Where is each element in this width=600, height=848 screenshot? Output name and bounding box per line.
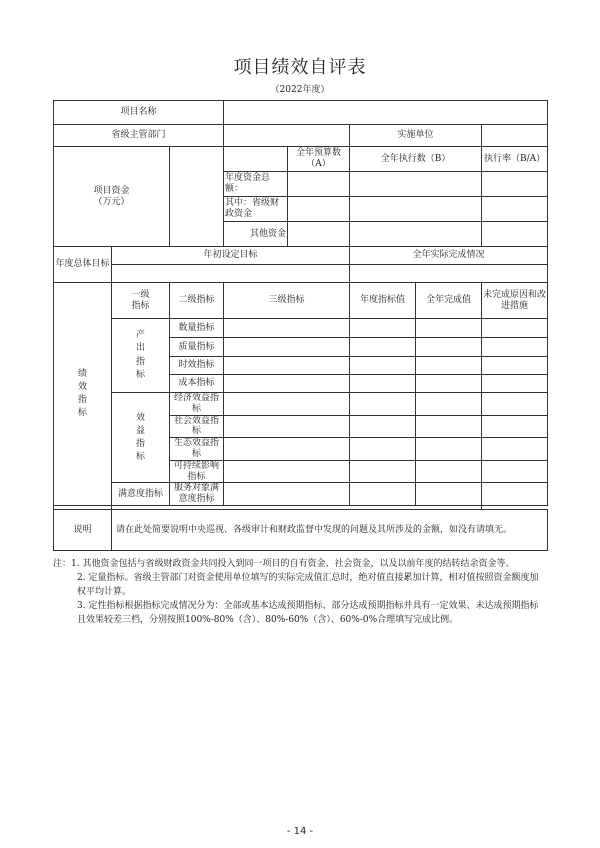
cost-reason[interactable]	[482, 375, 548, 393]
goal-actual-header: 全年实际完成情况	[350, 247, 548, 265]
qty-label: 数量指标	[170, 319, 224, 338]
eco-done[interactable]	[416, 438, 482, 461]
impl-unit-value[interactable]	[482, 125, 548, 147]
social-done[interactable]	[416, 415, 482, 438]
fund-other-rate[interactable]	[482, 222, 548, 247]
dept-value[interactable]	[224, 125, 350, 147]
time-annual[interactable]	[350, 357, 416, 375]
service-lvl3[interactable]	[224, 483, 350, 506]
sustain-lvl3[interactable]	[224, 460, 350, 483]
qty-done[interactable]	[416, 319, 482, 338]
econ-annual[interactable]	[350, 393, 416, 416]
dept-label: 省级主管部门	[54, 125, 224, 147]
social-annual[interactable]	[350, 415, 416, 438]
sustain-annual[interactable]	[350, 460, 416, 483]
social-reason[interactable]	[482, 415, 548, 438]
lvl2-header: 二级指标	[170, 283, 224, 319]
fund-total-exec[interactable]	[350, 172, 482, 197]
note-1: 注：1. 其他资金包括与省级财政资金共同投入到同一项目的自有资金、社会资金，以及以前年度的结转结余资金等。	[53, 559, 515, 569]
fund-total-budget[interactable]	[288, 172, 350, 197]
lvl3-header: 三级指标	[224, 283, 350, 319]
social-label: 社会效益指标	[170, 415, 224, 438]
time-reason[interactable]	[482, 357, 548, 375]
note-2: 2. 定量指标。省级主管部门对资金使用单位填写的实际完成值汇总时，绝对值直接累加计算，相对值按照资金额度加权平均计算。	[77, 572, 539, 597]
goal-actual-value[interactable]	[350, 265, 548, 283]
sustain-label: 可持续影响指标	[170, 460, 224, 483]
fund-blank	[170, 147, 224, 247]
sustain-reason[interactable]	[482, 460, 548, 483]
quality-annual[interactable]	[350, 338, 416, 357]
year-label: （2022年度）	[270, 85, 330, 95]
notes	[53, 558, 547, 628]
fund-prov-budget[interactable]	[288, 197, 350, 222]
time-label: 时效指标	[170, 357, 224, 375]
fund-other-budget[interactable]	[288, 222, 350, 247]
satisfaction-label: 满意度指标	[112, 483, 170, 506]
cost-lvl3[interactable]	[224, 375, 350, 393]
quality-done[interactable]	[416, 338, 482, 357]
goal-set-header: 年初设定目标	[112, 247, 350, 265]
project-name-label: 项目名称	[54, 101, 224, 125]
econ-done[interactable]	[416, 393, 482, 416]
fund-blank-header	[224, 147, 288, 172]
rate-header: 执行率（B/A）	[482, 147, 548, 172]
note-3: 3. 定性指标根据指标完成情况分为：全部或基本达成预期指标、部分达成预期指标并具有一定效果、未达成预期指标且效果较差三档，分别按照100%-80%（含）、80%-60%（含）、60%-0%合理填写完成比例。	[77, 600, 539, 625]
econ-lvl3[interactable]	[224, 393, 350, 416]
econ-reason[interactable]	[482, 393, 548, 416]
page-number: - 14 -	[286, 826, 314, 837]
budget-header: 全年预算数（A）	[288, 147, 350, 172]
benefit-label: 效 益 指 标	[112, 393, 170, 483]
explain-text[interactable]: 请在此处简要说明中央巡视、各级审计和财政监督中发现的问题及其所涉及的金额，如没有请填无。	[112, 509, 548, 550]
service-reason[interactable]	[482, 483, 548, 506]
fund-prov-label: 其中：省级财政资金	[224, 197, 288, 222]
eco-annual[interactable]	[350, 438, 416, 461]
fund-total-rate[interactable]	[482, 172, 548, 197]
quality-label: 质量指标	[170, 338, 224, 357]
cost-annual[interactable]	[350, 375, 416, 393]
lvl1-header: 一级 指标	[112, 283, 170, 319]
fund-other-label: 其他资金	[224, 222, 288, 247]
output-label: 产 出 指 标	[112, 319, 170, 393]
annual-val-header: 年度指标值	[350, 283, 416, 319]
qty-lvl3[interactable]	[224, 319, 350, 338]
econ-label: 经济效益指标	[170, 393, 224, 416]
quality-lvl3[interactable]	[224, 338, 350, 357]
page-title: 项目绩效自评表	[233, 57, 367, 78]
service-annual[interactable]	[350, 483, 416, 506]
quality-reason[interactable]	[482, 338, 548, 357]
fund-prov-rate[interactable]	[482, 197, 548, 222]
service-label: 服务对象满意度指标	[170, 483, 224, 506]
cost-done[interactable]	[416, 375, 482, 393]
fund-label: 项目资金 （万元）	[54, 147, 170, 247]
fund-total-label: 年度资金总额：	[224, 172, 288, 197]
time-done[interactable]	[416, 357, 482, 375]
qty-annual[interactable]	[350, 319, 416, 338]
fund-prov-exec[interactable]	[350, 197, 482, 222]
eco-reason[interactable]	[482, 438, 548, 461]
project-name-value[interactable]	[224, 101, 548, 125]
qty-reason[interactable]	[482, 319, 548, 338]
perf-label: 绩 效 指 标	[54, 283, 112, 506]
exec-header: 全年执行数（B）	[350, 147, 482, 172]
time-lvl3[interactable]	[224, 357, 350, 375]
service-done[interactable]	[416, 483, 482, 506]
cost-label: 成本指标	[170, 375, 224, 393]
goal-label: 年度总体目标	[54, 247, 112, 283]
explain-label: 说明	[54, 509, 112, 550]
performance-table	[53, 100, 548, 551]
impl-unit-label: 实施单位	[350, 125, 482, 147]
done-val-header: 全年完成值	[416, 283, 482, 319]
goal-set-value[interactable]	[112, 265, 350, 283]
eco-lvl3[interactable]	[224, 438, 350, 461]
sustain-done[interactable]	[416, 460, 482, 483]
fund-other-exec[interactable]	[350, 222, 482, 247]
reason-header: 未完成原因和改进措施	[482, 283, 548, 319]
social-lvl3[interactable]	[224, 415, 350, 438]
eco-label: 生态效益指标	[170, 438, 224, 461]
